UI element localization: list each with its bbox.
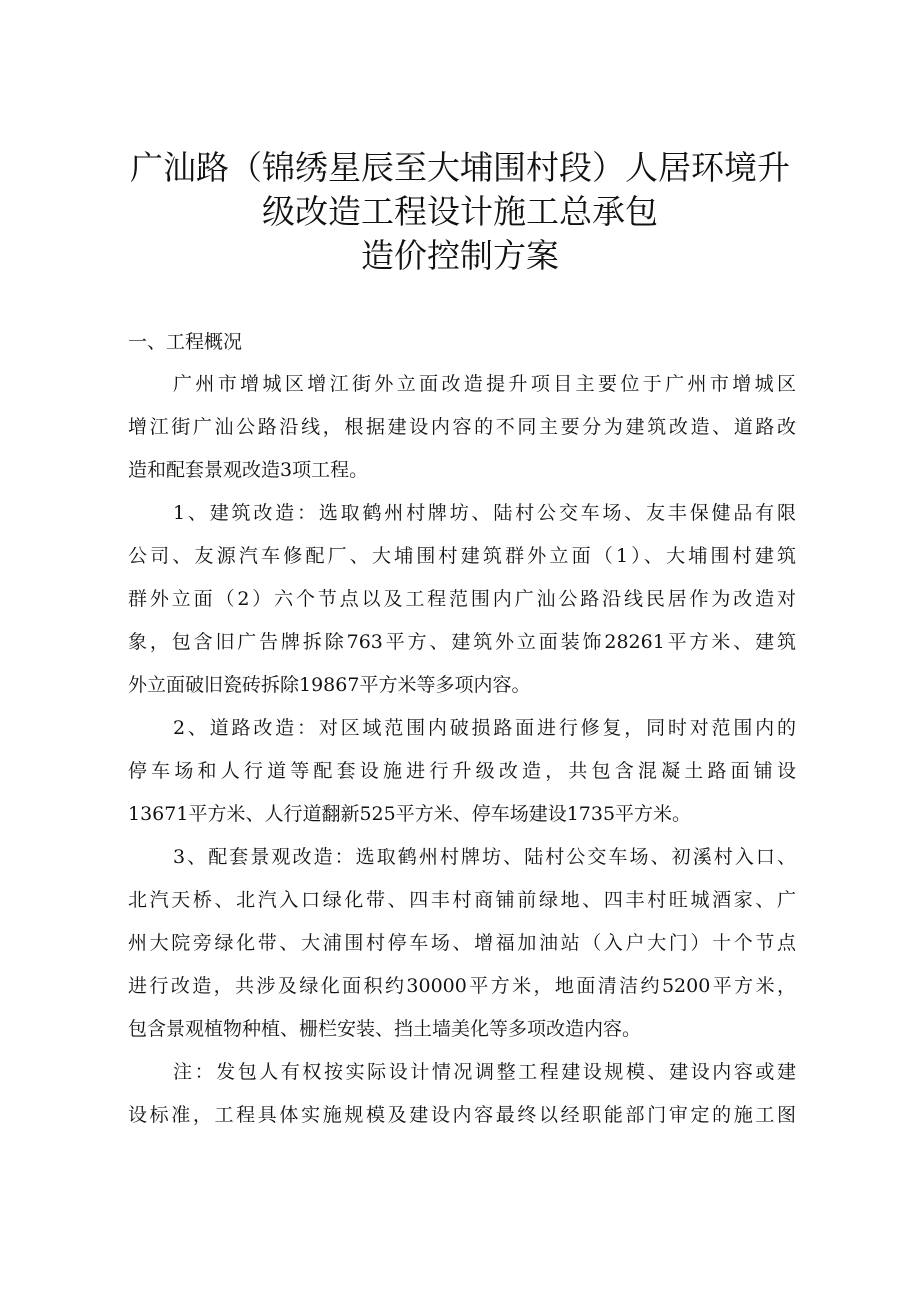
paragraph-3-line-2: 停车场和人行道等配套设施进行升级改造，共包含混凝土路面铺设 [128,760,796,782]
paragraph-2-line-5: 外立面破旧瓷砖拆除19867平方米等多项内容。 [128,674,531,696]
section-heading: 一、工程概况 [128,331,243,353]
paragraph-3-line-1: 2、道路改造：对区域范围内破损路面进行修复，同时对范围内的 [173,717,796,739]
paragraph-4-line-1: 3、配套景观改造：选取鹤州村牌坊、陆村公交车场、初溪村入口、 [173,846,796,868]
paragraph-1-line-3: 造和配套景观改造3项工程。 [128,459,369,481]
paragraph-1-line-1: 广州市增城区增江街外立面改造提升项目主要位于广州市增城区 [173,373,796,395]
paragraph-2-line-2: 公司、友源汽车修配厂、大埔围村建筑群外立面（1）、大埔围村建筑 [128,545,796,567]
document-title-line-2: 级改造工程设计施工总承包 [262,192,658,231]
paragraph-2-line-3: 群外立面（2）六个节点以及工程范围内广汕公路沿线民居作为改造对 [128,588,796,610]
paragraph-3-line-3: 13671平方米、人行道翻新525平方米、停车场建设1735平方米。 [128,803,692,825]
paragraph-4-line-5: 包含景观植物种植、栅栏安装、挡土墙美化等多项改造内容。 [128,1018,642,1040]
paragraph-4-line-4: 进行改造，共涉及绿化面积约30000平方米，地面清洁约5200平方米， [128,975,796,997]
paragraph-4-line-3: 州大院旁绿化带、大浦围村停车场、增福加油站（入户大门）十个节点 [128,932,796,954]
paragraph-1-line-2: 增江街广汕公路沿线，根据建设内容的不同主要分为建筑改造、道路改 [128,416,796,438]
paragraph-4-line-2: 北汽天桥、北汽入口绿化带、四丰村商铺前绿地、四丰村旺城酒家、广 [128,889,796,911]
document-title-line-3: 造价控制方案 [361,236,559,275]
paragraph-2-line-1: 1、建筑改造：选取鹤州村牌坊、陆村公交车场、友丰保健品有限 [173,502,796,524]
paragraph-5-line-1: 注：发包人有权按实际设计情况调整工程建设规模、建设内容或建 [173,1061,796,1083]
document-title-line-1: 广汕路（锦绣星辰至大埔围村段）人居环境升 [130,148,790,187]
paragraph-2-line-4: 象，包含旧广告牌拆除763平方、建筑外立面装饰28261平方米、建筑 [128,631,796,653]
paragraph-5-line-2: 设标准，工程具体实施规模及建设内容最终以经职能部门审定的施工图 [128,1104,796,1126]
